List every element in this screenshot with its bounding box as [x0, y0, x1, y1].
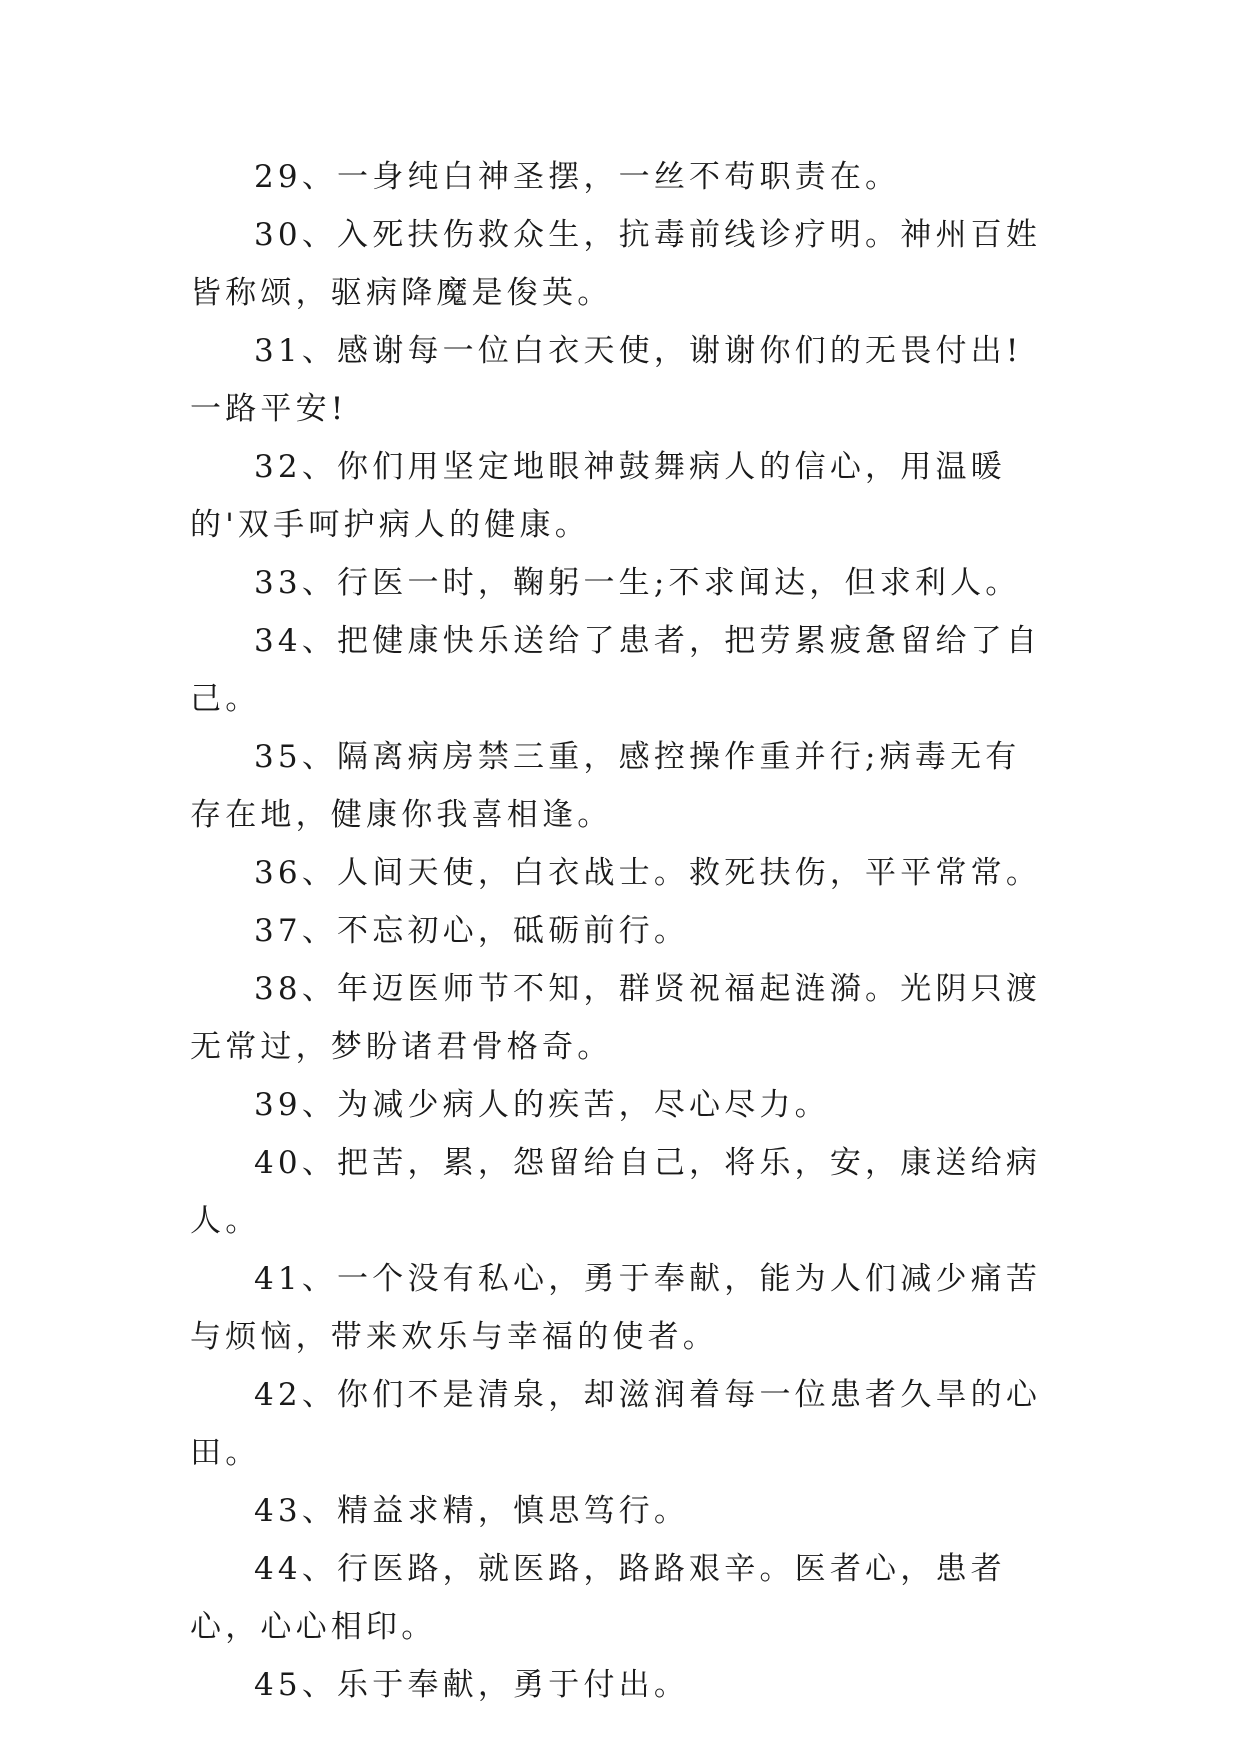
- paragraph-40: 40、把苦，累，怨留给自己，将乐，安，康送给病人。: [190, 1145, 1042, 1239]
- paragraph-44: 44、行医路，就医路，路路艰辛。医者心，患者心，心心相印。: [190, 1551, 1006, 1645]
- paragraph-31: 31、感谢每一位白衣天使，谢谢你们的无畏付出!一路平安!: [190, 333, 1023, 427]
- paragraph-34: 34、把健康快乐送给了患者，把劳累疲惫留给了自己。: [190, 623, 1042, 717]
- document-body: [190, 148, 1050, 1714]
- paragraph-43: 43、精益求精，慎思笃行。: [254, 1493, 690, 1529]
- paragraph-41: 41、一个没有私心，勇于奉献，能为人们减少痛苦与烦恼，带来欢乐与幸福的使者。: [190, 1261, 1042, 1355]
- paragraph-32: 32、你们用坚定地眼神鼓舞病人的信心，用温暖的'双手呵护病人的健康。: [190, 449, 1006, 543]
- paragraph-33: 33、行医一时，鞠躬一生;不求闻达，但求利人。: [254, 565, 1021, 601]
- paragraph-30: 30、入死扶伤救众生，抗毒前线诊疗明。神州百姓皆称颂，驱病降魔是俊英。: [190, 217, 1042, 311]
- paragraph-45: 45、乐于奉献，勇于付出。: [254, 1667, 690, 1703]
- paragraph-37: 37、不忘初心，砥砺前行。: [254, 913, 690, 949]
- paragraph-36: 36、人间天使，白衣战士。救死扶伤，平平常常。: [254, 855, 1042, 891]
- paragraph-39: 39、为减少病人的疾苦，尽心尽力。: [254, 1087, 830, 1123]
- paragraph-38: 38、年迈医师节不知，群贤祝福起涟漪。光阴只渡无常过，梦盼诸君骨格奇。: [190, 971, 1042, 1065]
- paragraph-35: 35、隔离病房禁三重，感控操作重并行;病毒无有存在地，健康你我喜相逢。: [190, 739, 1021, 833]
- paragraph-29: 29、一身纯白神圣摆，一丝不苟职责在。: [254, 159, 901, 195]
- paragraph-42: 42、你们不是清泉，却滋润着每一位患者久旱的心田。: [190, 1377, 1042, 1471]
